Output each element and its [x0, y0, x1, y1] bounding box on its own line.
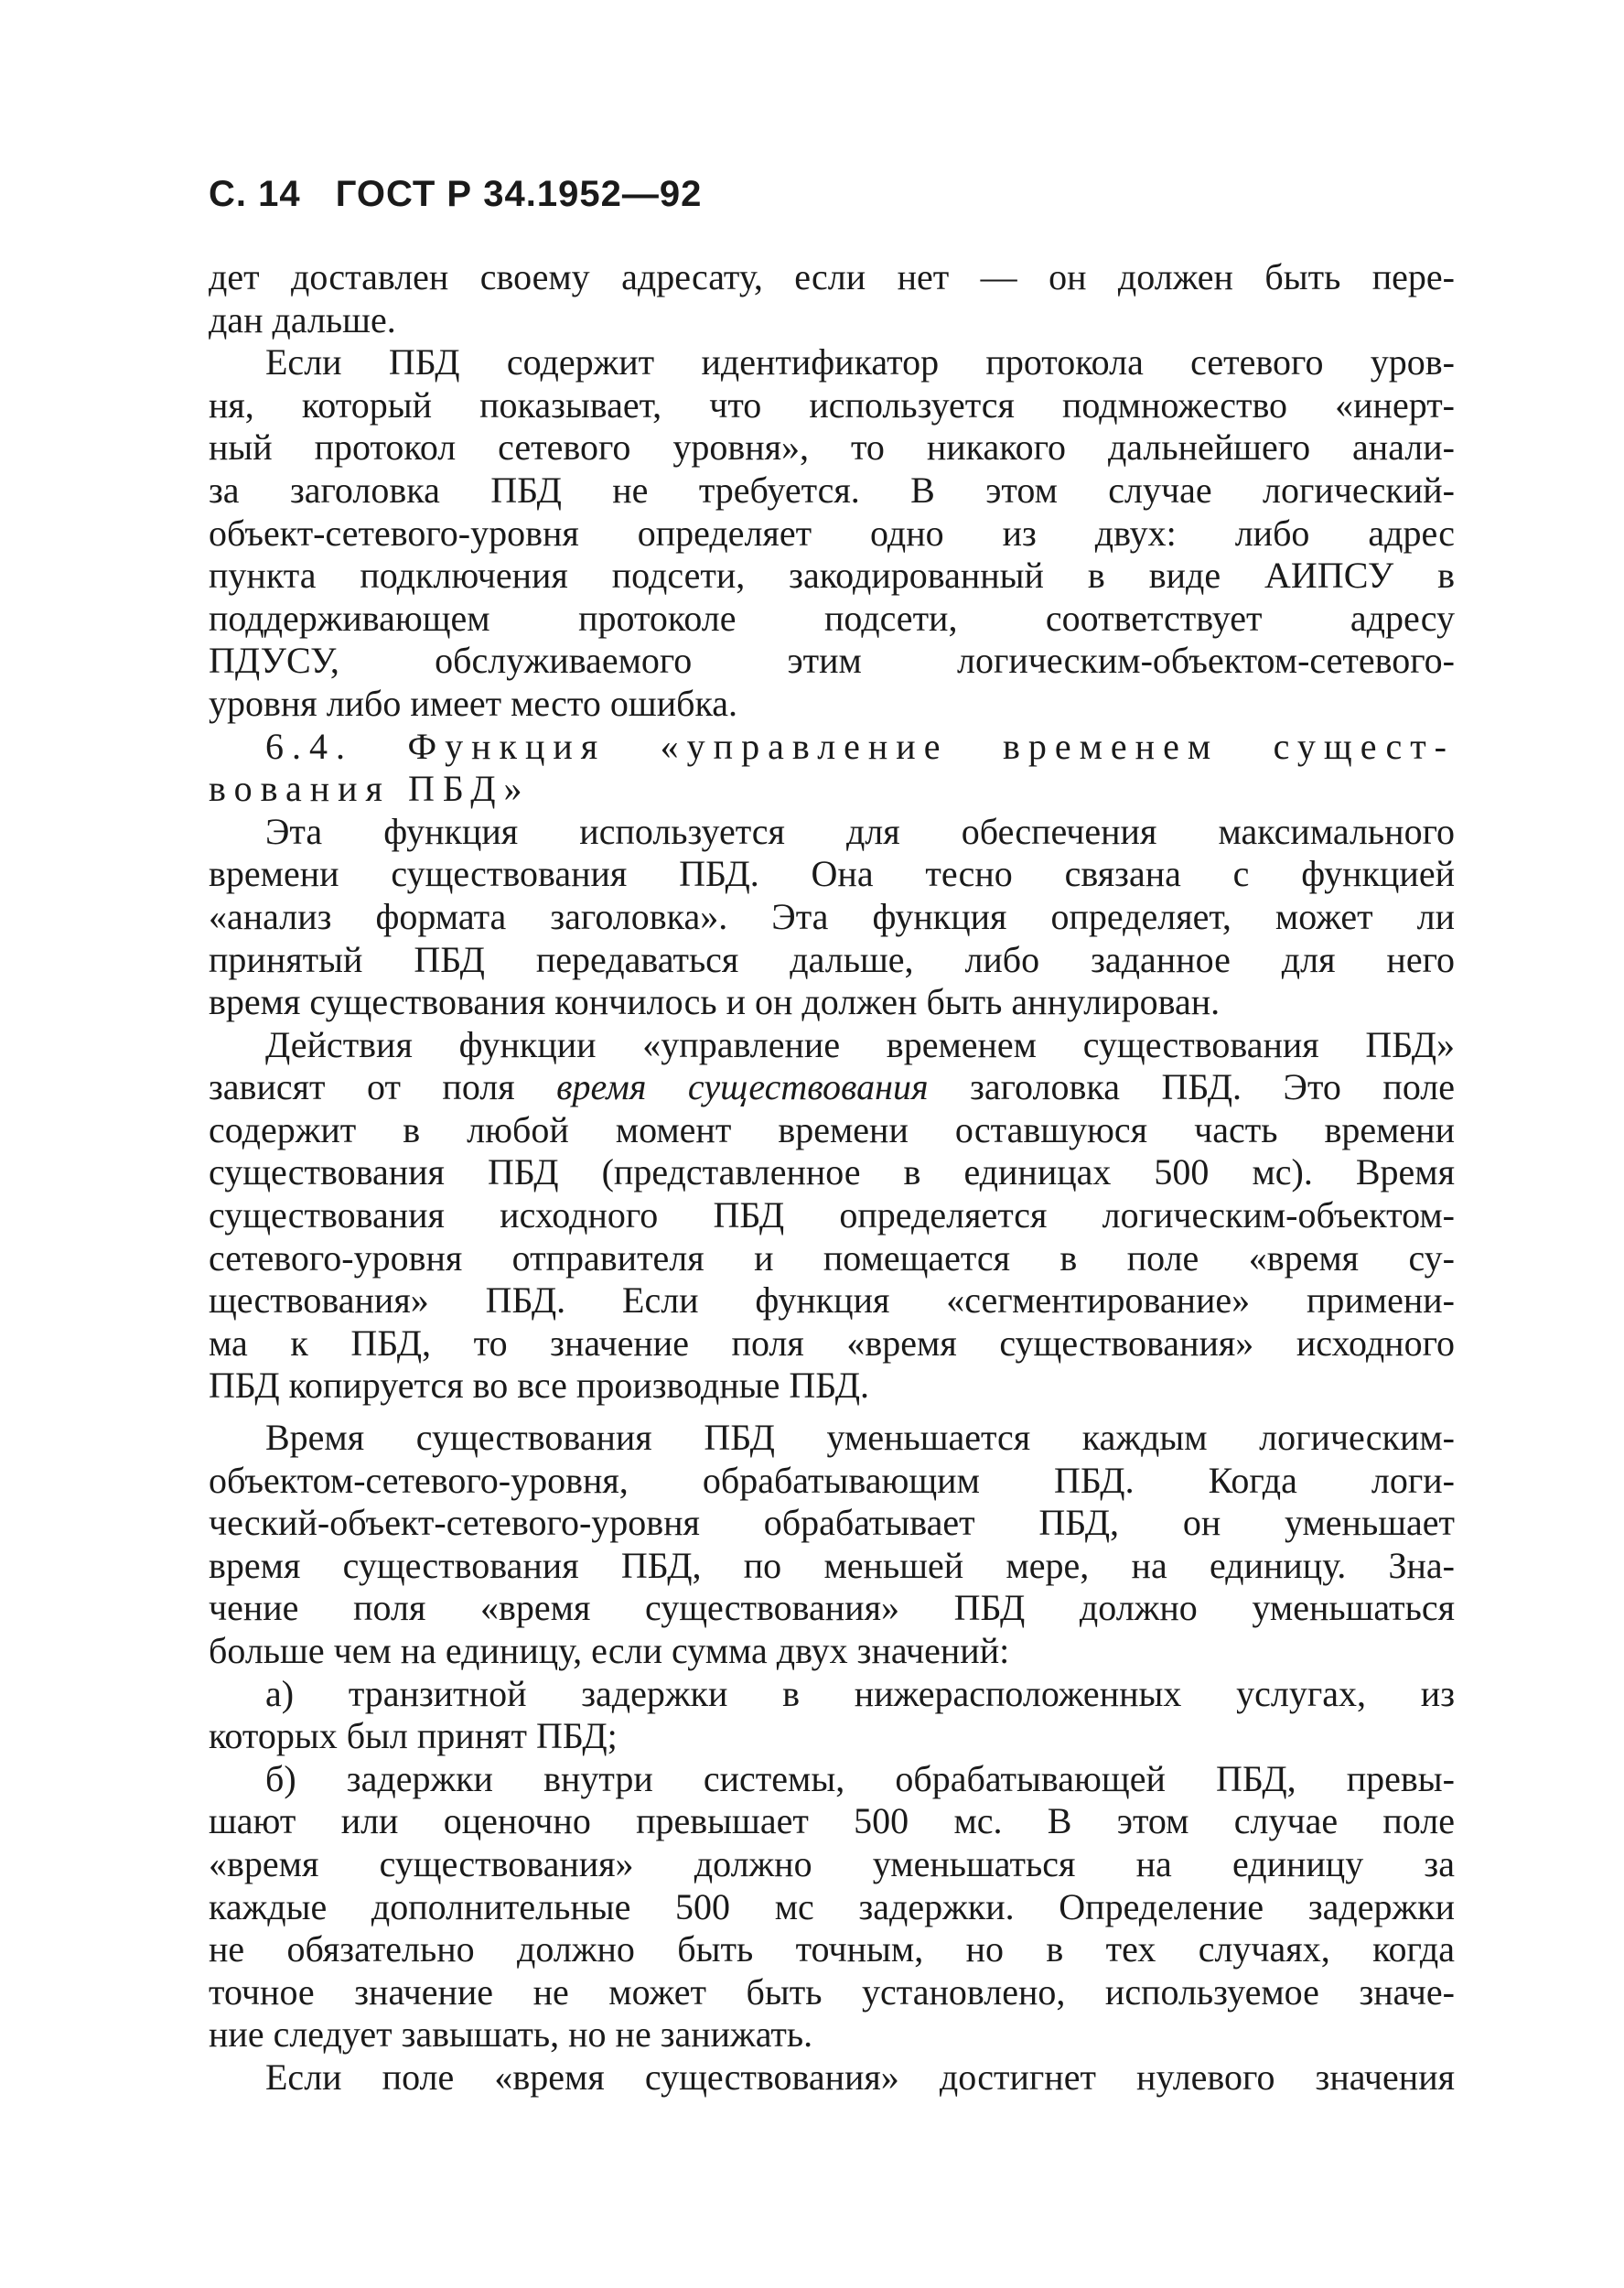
text-line: существования исходного ПБД определяется логическим-объектом- [209, 1194, 1455, 1236]
text-line: Эта функция используется для обеспечения максимального [265, 810, 1455, 852]
italic-term: время существования [556, 1066, 929, 1108]
text-line: времени существования ПБД. Она тесно связана с функцией [209, 853, 1455, 895]
text-line: ПДУСУ, обслуживаемого этим логическим-объектом-сетевого- [209, 640, 1455, 682]
page-header [209, 174, 702, 215]
text-line: больше чем на единицу, если сумма двух значений: [209, 1630, 1010, 1671]
page-number: С. 14 [209, 174, 301, 214]
text-line: объектом-сетевого-уровня, обрабатывающим ПБД. Когда логи- [209, 1459, 1455, 1501]
text-line: точное значение не может быть установлено, используемое значе- [209, 1970, 1455, 2013]
text-line: «время существования» должно уменьшаться на единицу за [209, 1842, 1455, 1884]
body-text [209, 256, 1455, 2099]
text-line: вования ПБД» [209, 768, 531, 810]
text-line: шают или оценочно превышает 500 мс. В этом случае поле [209, 1800, 1455, 1842]
text-line: ный протокол сетевого уровня», то никакого дальнейшего анали- [209, 426, 1455, 469]
text-line: ня, который показывает, что используется подмножество «инерт- [209, 383, 1455, 426]
text-line: чение поля «время существования» ПБД должно уменьшаться [209, 1587, 1455, 1629]
text-line: Время существования ПБД уменьшается каждым логическим- [265, 1417, 1455, 1459]
text-line: дет доставлен своему адресату, если нет — он должен быть пере- [209, 256, 1455, 297]
text-line: принятый ПБД передаваться дальше, либо заданное для него [209, 938, 1455, 980]
text-line: Действия функции «управление временем существования ПБД» [265, 1023, 1455, 1065]
text-line: а) транзитной задержки в нижерасположенных услугах, из [265, 1672, 1455, 1714]
text-line: ществования» ПБД. Если функция «сегментирование» примени- [209, 1279, 1455, 1322]
text-line: дан дальше. [209, 298, 396, 340]
text-line: ма к ПБД, то значение поля «время существования» исходного [209, 1322, 1455, 1364]
text-line: за заголовка ПБД не требуется. В этом случае логический- [209, 469, 1455, 511]
text-line: объект-сетевого-уровня определяет одно из двух: либо адрес [209, 512, 1455, 554]
text-fragment: заголовка ПБД. Это поле [928, 1066, 1455, 1108]
text-line: существования ПБД (представленное в единицах 500 мс). Время [209, 1151, 1455, 1193]
text-line: которых был принят ПБД; [209, 1715, 618, 1757]
text-line [209, 1066, 1455, 1109]
text-fragment: зависят от поля [209, 1066, 557, 1108]
text-line: сетевого-уровня отправителя и помещается в поле «время су- [209, 1236, 1455, 1279]
text-line: время существования кончилось и он должен быть аннулирован. [209, 981, 1221, 1023]
text-line: поддерживающем протоколе подсети, соответствует адресу [209, 597, 1455, 639]
text-line: Если ПБД содержит идентификатор протокола сетевого уров- [265, 341, 1455, 383]
text-line: содержит в любой момент времени оставшуюся часть времени [209, 1108, 1455, 1150]
text-line: не обязательно должно быть точным, но в тех случаях, когда [209, 1928, 1455, 1970]
text-line: ПБД копируется во все производные ПБД. [209, 1365, 869, 1407]
standard-designation: ГОСТ Р 34.1952—92 [335, 174, 703, 214]
text-line: время существования ПБД, по меньшей мере, на единицу. Зна- [209, 1544, 1455, 1586]
text-line: Если поле «время существования» достигнет нулевого значения [265, 2056, 1455, 2098]
text-line: каждые дополнительные 500 мс задержки. Определение задержки [209, 1885, 1455, 1927]
text-line: 6.4. Функция «управление временем сущест- [265, 725, 1455, 767]
text-line: б) задержки внутри системы, обрабатывающей ПБД, превы- [265, 1757, 1455, 1799]
text-line: уровня либо имеет место ошибка. [209, 682, 738, 724]
text-line: ческий-объект-сетевого-уровня обрабатывает ПБД, он уменьшает [209, 1502, 1455, 1544]
text-line: ние следует завышать, но не занижать. [209, 2013, 813, 2056]
text-line: пункта подключения подсети, закодированный в виде АИПСУ в [209, 555, 1455, 597]
text-line: «анализ формата заголовка». Эта функция определяет, может ли [209, 895, 1455, 937]
